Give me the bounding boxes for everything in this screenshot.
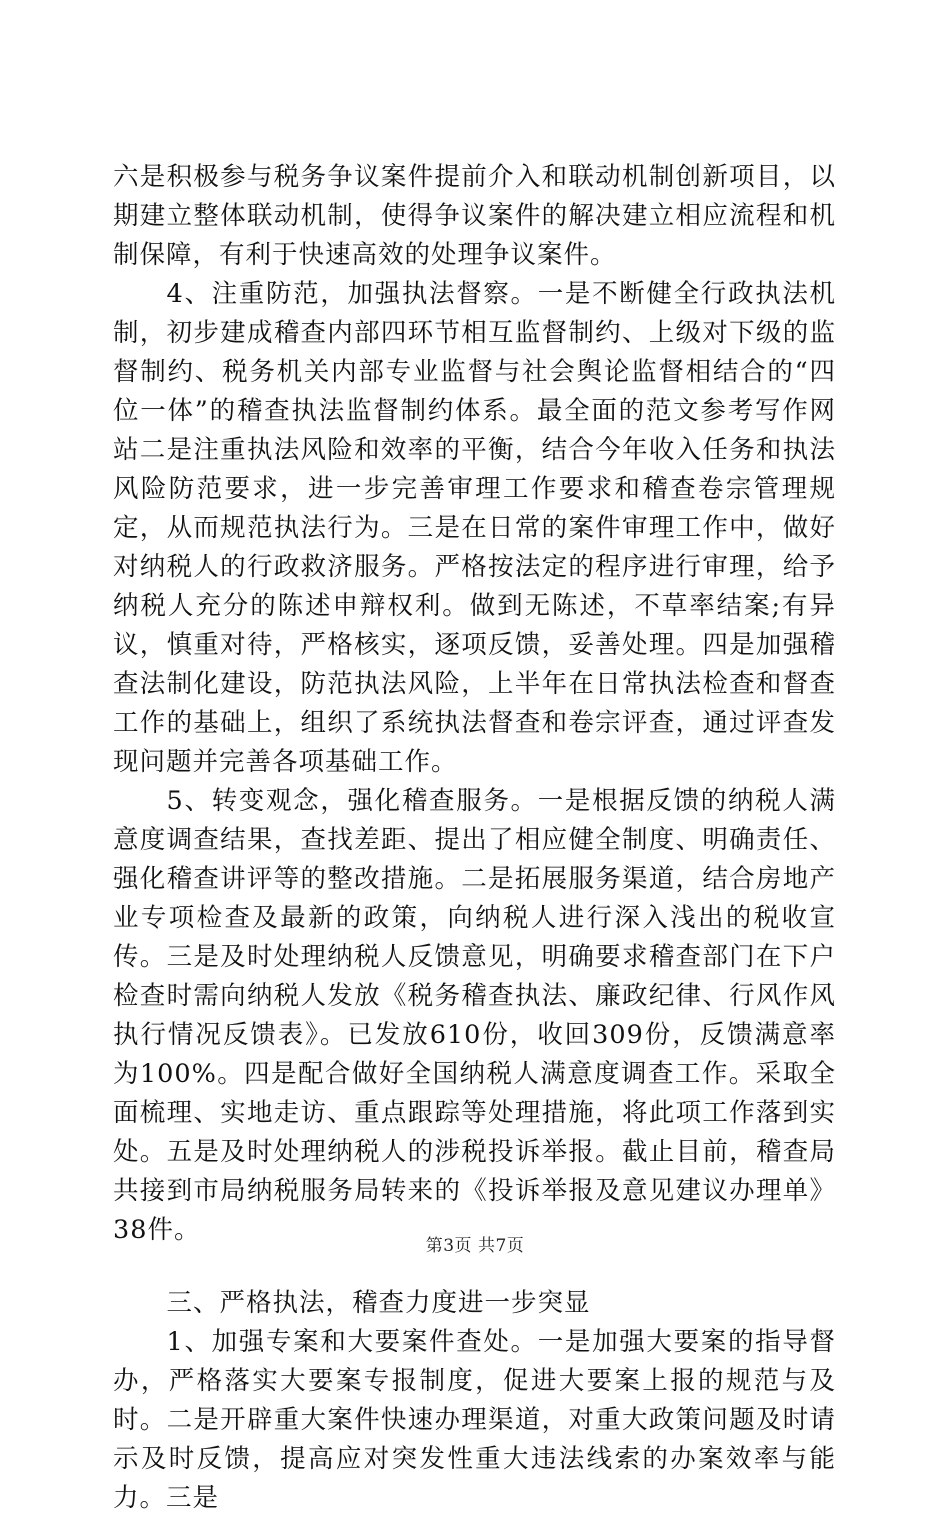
document-body bbox=[113, 158, 836, 1518]
section-heading-strict-enforcement: 三、严格执法，稽查力度进一步突显 bbox=[166, 1288, 591, 1318]
paragraph-inspection-service: 5、转变观念，强化稽查服务。一是根据反馈的纳税人满意度调查结果，查找差距、提出了相应健全制度、明确责任、强化稽查讲评等的整改措施。二是拓展服务渠道，结合房地产业专项检查及最新的政策，向纳税人进行深入浅出的税收宣传。三是及时处理纳税人反馈意见，明确要求稽查部门在下户检查时需向纳税人发放《税务稽查执法、廉政纪律、行风作风执行情况反馈表》。已发放610份，收回309份，反馈满意率为100%。四是配合做好全国纳税人满意度调查工作。采取全面梳理、实地走访、重点跟踪等处理措施，将此项工作落到实处。五是及时处理纳税人的涉税投诉举报。截止目前，稽查局共接到市局纳税服务局转来的《投诉举报及意见建议办理单》38件。 bbox=[113, 786, 836, 1245]
paragraph-dispute-cases: 六是积极参与税务争议案件提前介入和联动机制创新项目，以期建立整体联动机制，使得争议案件的解决建立相应流程和机制保障，有利于快速高效的处理争议案件。 bbox=[113, 162, 836, 270]
paragraph-major-cases: 1、加强专案和大要案件查处。一是加强大要案的指导督办，严格落实大要案专报制度，促进大要案上报的规范与及时。二是开辟重大案件快速办理渠道，对重大政策问题及时请示及时反馈，提高应对突发性重大违法线索的办案效率与能力。三是 bbox=[113, 1327, 836, 1513]
paragraph-prevention-supervision: 4、注重防范，加强执法督察。一是不断健全行政执法机制，初步建成稽查内部四环节相互监督制约、上级对下级的监督制约、税务机关内部专业监督与社会舆论监督相结合的“四位一体”的稽查执法监督制约体系。最全面的范文参考写作网站二是注重执法风险和效率的平衡，结合今年收入任务和执法风险防范要求，进一步完善审理工作要求和稽查卷宗管理规定，从而规范执法行为。三是在日常的案件审理工作中，做好对纳税人的行政救济服务。严格按法定的程序进行审理，给予纳税人充分的陈述申辩权利。做到无陈述，不草率结案;有异议，慎重对待，严格核实，逐项反馈，妥善处理。四是加强稽查法制化建设，防范执法风险，上半年在日常执法检查和督查工作的基础上，组织了系统执法督查和卷宗评查，通过评查发现问题并完善各项基础工作。 bbox=[113, 279, 836, 777]
page-number-footer: 第3页 共7页 bbox=[425, 1236, 525, 1256]
